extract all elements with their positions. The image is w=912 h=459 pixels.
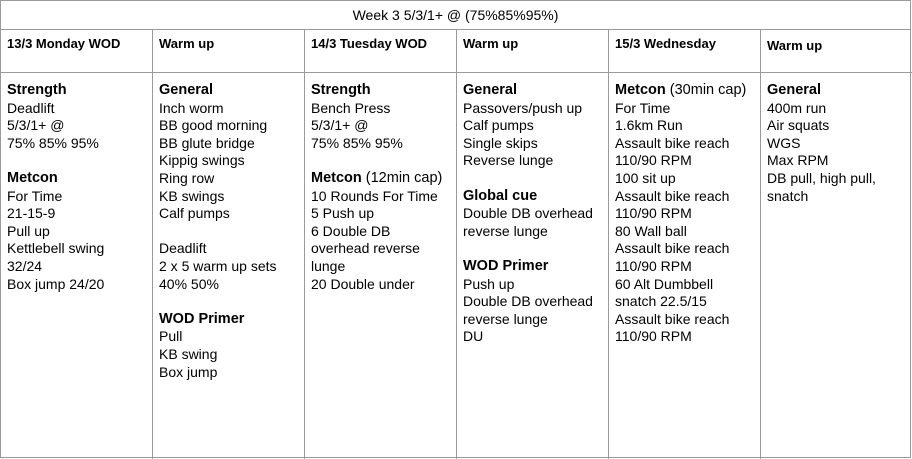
workout-line: 75% 85% 95% (7, 134, 99, 151)
workout-line: DB pull, high pull, (767, 169, 876, 186)
workout-line: Pull up (7, 222, 50, 239)
workout-line: 400m run (767, 99, 827, 116)
workout-line: Pull (159, 328, 183, 345)
workout-line: 2 x 5 warm up sets (159, 257, 277, 274)
section-title: Strength (311, 82, 371, 98)
workout-line: 10 Rounds For Time (311, 187, 438, 204)
workout-line: Ring row (159, 169, 215, 186)
column-body (305, 73, 456, 293)
workout-line: 80 Wall ball (615, 222, 687, 239)
column-body (1, 73, 152, 293)
section-title: General (767, 82, 821, 98)
workout-line: 60 Alt Dumbbell (615, 275, 714, 292)
workout-line: 21-15-9 (7, 205, 56, 222)
workout-line: Assault bike reach (615, 240, 730, 257)
section-note: (12min cap) (361, 169, 443, 186)
workout-line: Deadlift (7, 99, 55, 116)
workout-line: Assault bike reach (615, 134, 730, 151)
workout-line: Deadlift (159, 240, 207, 257)
column-header: 13/3 Monday WOD (1, 30, 152, 73)
workout-line: BB good morning (159, 117, 268, 134)
workout-line: snatch (767, 187, 809, 204)
workout-line: Max RPM (767, 152, 829, 169)
column-3 (305, 30, 457, 459)
workout-line: Assault bike reach (615, 187, 730, 204)
workout-line: 6 Double DB (311, 222, 391, 239)
section-title: General (159, 82, 213, 98)
workout-line: 40% 50% (159, 275, 219, 292)
workout-line: 110/90 RPM (615, 328, 692, 345)
workout-line: 75% 85% 95% (311, 134, 403, 151)
workout-line: 110/90 RPM (615, 257, 692, 274)
section-note: (30min cap) (665, 82, 747, 98)
workout-line: 32/24 (7, 257, 43, 274)
column-header: 15/3 Wednesday (609, 30, 760, 73)
workout-line: For Time (7, 187, 63, 204)
workout-line: Reverse lunge (463, 152, 554, 169)
workout-line: KB swings (159, 187, 225, 204)
workout-line: 5/3/1+ @ (7, 117, 65, 134)
workout-line: For Time (615, 99, 671, 116)
workout-line: reverse lunge (463, 310, 548, 327)
workout-line: Push up (463, 275, 515, 292)
workout-line: 100 sit up (615, 169, 676, 186)
column-header: Warm up (153, 30, 304, 73)
section-title: Metcon (7, 169, 58, 186)
column-2 (153, 30, 305, 459)
column-header: Warm up (761, 30, 912, 73)
workout-line: BB glute bridge (159, 134, 255, 151)
workout-line: Kippig swings (159, 152, 245, 169)
workout-line: 20 Double under (311, 275, 415, 292)
column-6 (761, 30, 912, 459)
workout-line: Box jump 24/20 (7, 275, 105, 292)
column-header: Warm up (457, 30, 608, 73)
section-title: Strength (7, 82, 67, 98)
workout-line: Calf pumps (463, 117, 534, 134)
column-header: 14/3 Tuesday WOD (305, 30, 456, 73)
workout-line: 5/3/1+ @ (311, 117, 369, 134)
section-title: WOD Primer (463, 257, 549, 274)
column-body (609, 73, 760, 346)
column-5 (609, 30, 761, 459)
workout-line: 1.6km Run (615, 117, 683, 134)
workout-line (159, 223, 300, 241)
section-title: Metcon (30min cap) (615, 82, 747, 98)
workout-line: reverse lunge (463, 222, 548, 239)
workout-line: DU (463, 328, 484, 345)
workout-line: Double DB overhead (463, 293, 593, 310)
section-title: General (463, 82, 517, 98)
workout-line: Air squats (767, 117, 830, 134)
workout-line: 5 Push up (311, 205, 375, 222)
workout-line: Box jump (159, 363, 218, 380)
workout-line: 110/90 RPM (615, 152, 692, 169)
column-body (153, 73, 304, 381)
column-4 (457, 30, 609, 459)
workout-line: 110/90 RPM (615, 205, 692, 222)
workout-line: Single skips (463, 134, 538, 151)
workout-line: WGS (767, 134, 801, 151)
workout-line: Inch worm (159, 99, 224, 116)
column-body (457, 73, 608, 346)
workout-line: Bench Press (311, 99, 391, 116)
section-title: Global cue (463, 187, 538, 204)
column-body (761, 73, 912, 205)
workout-line: Double DB overhead (463, 205, 593, 222)
workout-line: lunge (311, 257, 346, 274)
workout-line: KB swing (159, 345, 218, 362)
column-1 (1, 30, 153, 459)
section-title: Metcon (12min cap) (311, 169, 443, 186)
workout-line: Calf pumps (159, 205, 230, 222)
workout-line: Assault bike reach (615, 310, 730, 327)
workout-line: Kettlebell swing (7, 240, 105, 257)
table-title: Week 3 5/3/1+ @ (75%85%95%) (1, 1, 910, 30)
workout-line: overhead reverse (311, 240, 420, 257)
section-title: WOD Primer (159, 310, 245, 327)
workout-line: snatch 22.5/15 (615, 293, 707, 310)
workout-line: Passovers/push up (463, 99, 583, 116)
